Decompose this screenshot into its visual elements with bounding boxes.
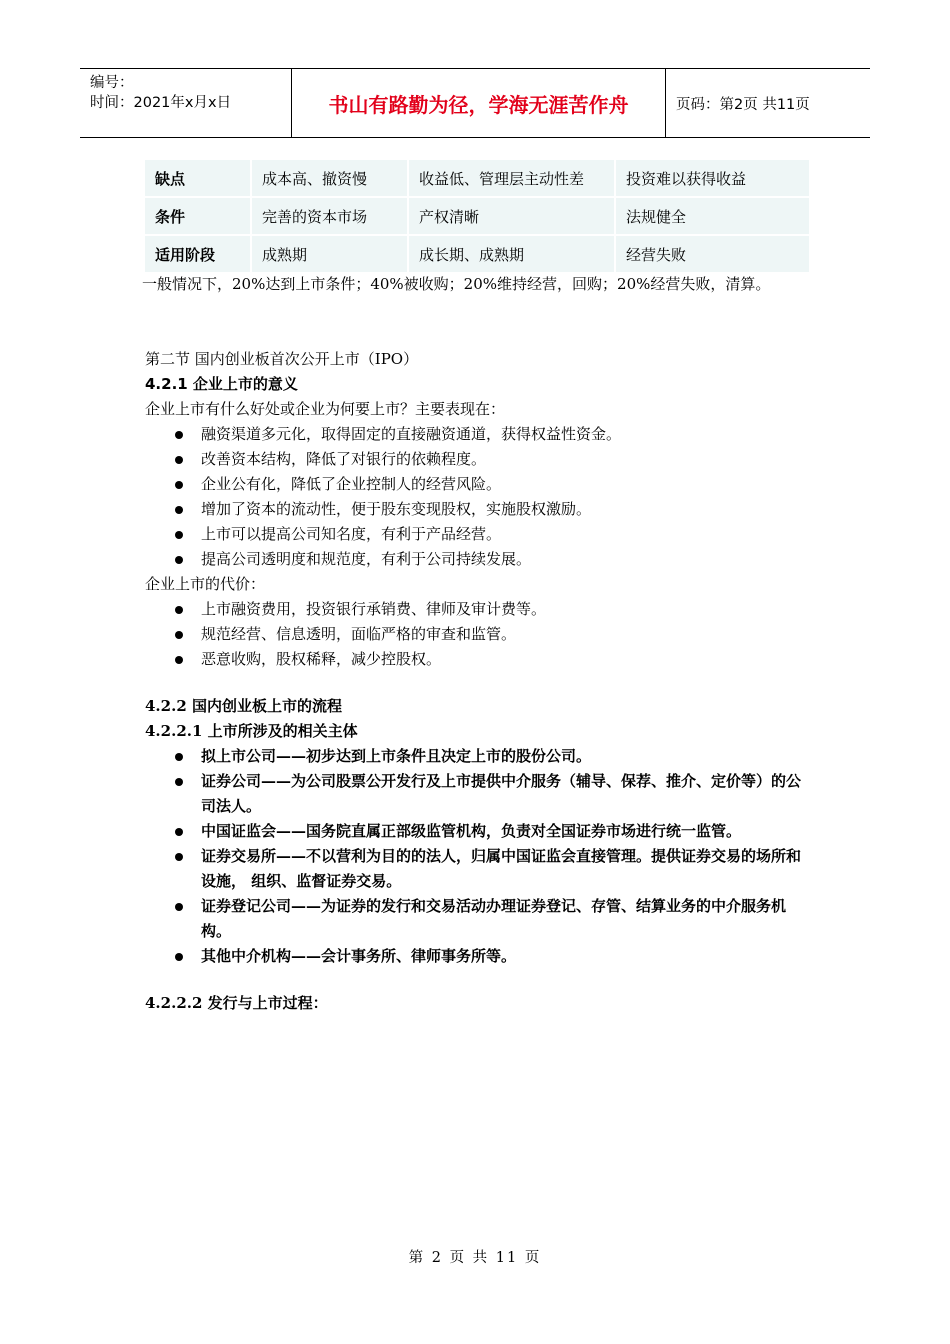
header-meta [80, 69, 292, 137]
list-item: 证券登记公司——为证券的发行和交易活动办理证券登记、存管、结算业务的中介服务机构。 [145, 894, 810, 944]
list-item: 证券交易所——不以营利为目的的法人，归属中国证监会直接管理。提供证券交易的场所和设施， 组织、监督证券交易。 [145, 844, 810, 894]
benefits-list [145, 422, 825, 572]
heading-4-2-2-2: 4.2.2.2 发行与上市过程： [145, 994, 328, 1012]
page-header [80, 68, 870, 138]
table-row [145, 236, 811, 274]
table-cell: 投资难以获得收益 [616, 160, 811, 198]
costs-list [145, 597, 825, 672]
table-cell: 成本高、撤资慢 [252, 160, 409, 198]
date-label: 时间：2021年x月x日 [90, 95, 232, 111]
list-item: 融资渠道多元化，取得固定的直接融资通道，获得权益性资金。 [145, 422, 825, 447]
list-item: 企业公有化，降低了企业控制人的经营风险。 [145, 472, 825, 497]
benefits-intro: 企业上市有什么好处或企业为何要上市？主要表现在： [145, 400, 506, 418]
list-item: 拟上市公司——初步达到上市条件且决定上市的股份公司。 [145, 744, 810, 769]
table-cell: 产权清晰 [409, 198, 616, 236]
entities-list [145, 744, 810, 969]
header-page-label: 页码：第2页 共11页 [676, 96, 810, 113]
list-item: 证券公司——为公司股票公开发行及上市提供中介服务（辅导、保荐、推介、定价等）的公司法人。 [145, 769, 810, 819]
number-label: 编号： [90, 75, 134, 91]
section-title: 第二节 国内创业板首次公开上市（IPO） [145, 350, 419, 368]
table-row [145, 160, 811, 198]
list-item: 规范经营、信息透明，面临严格的审查和监管。 [145, 622, 825, 647]
table-cell: 完善的资本市场 [252, 198, 409, 236]
summary-text: 一般情况下，20%达到上市条件；40%被收购；20%维持经营，回购；20%经营失败，清算。 [142, 275, 771, 293]
list-item: 增加了资本的流动性，便于股东变现股权，实施股权激励。 [145, 497, 825, 522]
row-header: 缺点 [145, 160, 252, 198]
table-cell: 收益低、管理层主动性差 [409, 160, 616, 198]
table-cell: 成熟期 [252, 236, 409, 274]
page-footer: 第 2 页 共 11 页 [408, 1250, 542, 1266]
comparison-table [145, 160, 811, 274]
list-item: 上市融资费用，投资银行承销费、律师及审计费等。 [145, 597, 825, 622]
table-row [145, 198, 811, 236]
heading-4-2-2: 4.2.2 国内创业板上市的流程 [145, 697, 342, 715]
table-cell: 法规健全 [616, 198, 811, 236]
table-cell: 成长期、成熟期 [409, 236, 616, 274]
row-header: 条件 [145, 198, 252, 236]
list-item: 改善资本结构，降低了对银行的依赖程度。 [145, 447, 825, 472]
heading-4-2-1: 4.2.1 企业上市的意义 [145, 375, 298, 393]
list-item: 上市可以提高公司知名度，有利于产品经营。 [145, 522, 825, 547]
costs-intro: 企业上市的代价： [145, 575, 266, 593]
table-cell: 经营失败 [616, 236, 811, 274]
header-motto: 书山有路勤为径，学海无涯苦作舟 [292, 69, 666, 137]
list-item: 其他中介机构——会计事务所、律师事务所等。 [145, 944, 810, 969]
row-header: 适用阶段 [145, 236, 252, 274]
list-item: 提高公司透明度和规范度，有利于公司持续发展。 [145, 547, 825, 572]
document-body [142, 272, 825, 1016]
list-item: 中国证监会——国务院直属正部级监管机构，负责对全国证券市场进行统一监管。 [145, 819, 810, 844]
heading-4-2-2-1: 4.2.2.1 上市所涉及的相关主体 [145, 722, 358, 740]
list-item: 恶意收购，股权稀释，减少控股权。 [145, 647, 825, 672]
